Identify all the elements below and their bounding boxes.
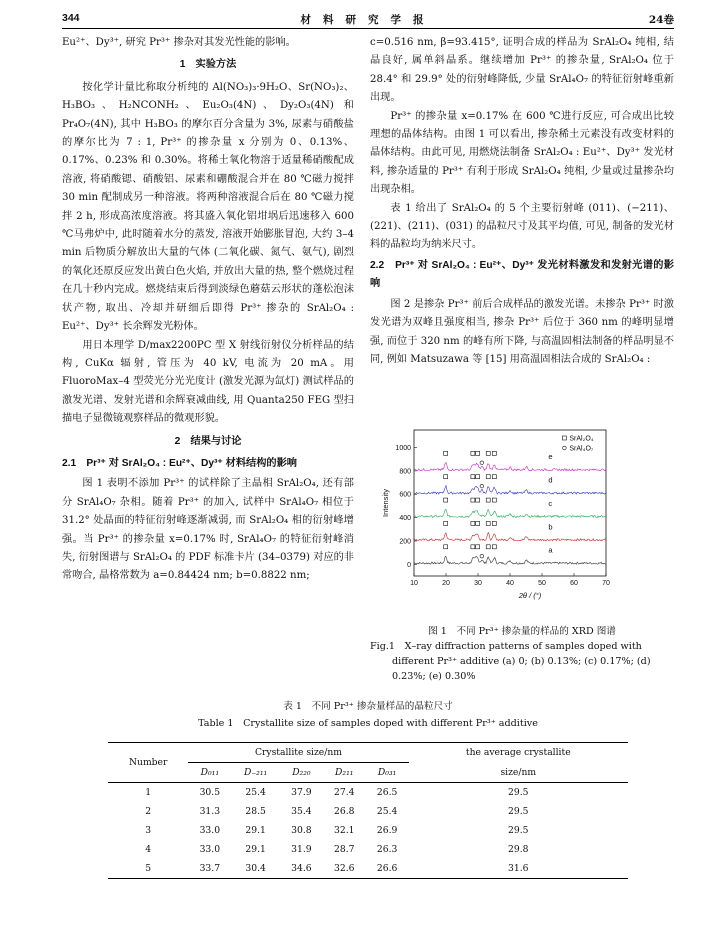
table-cell: 35.4 xyxy=(291,806,312,817)
table-cell: 2 xyxy=(145,806,152,817)
table-cell: 29.5 xyxy=(508,806,529,817)
legend-circle-icon xyxy=(563,446,567,450)
table-cell: 33.7 xyxy=(188,859,231,879)
sral2o4-marker xyxy=(486,451,490,455)
sral2o4-marker xyxy=(471,475,475,479)
x-tick-label: 60 xyxy=(570,580,578,587)
sral2o4-marker xyxy=(471,521,475,525)
xrd-chart xyxy=(370,426,674,622)
sral2o4-marker xyxy=(444,545,448,549)
table-cell: 33.0 xyxy=(199,844,221,855)
figure-caption xyxy=(370,624,674,684)
right-p0: c=0.516 nm, β=93.415°, 证明合成的样品为 SrAl₂O₄ 纯相, 结晶良好, 属单斜晶系。继续增加 Pr³⁺ 的掺杂量, SrAl₂O₄ 位于 28.4° 和 29.9° 处的衍射峰降低, 少量 SrAl₄O₇ 的特征衍射峰重新出现。 xyxy=(370,37,674,104)
table-cell: 29.1 xyxy=(245,844,266,855)
subsection-2-2-heading: 2.2 Pr³⁺ 对 SrAl₂O₄ : Eu²⁺、Dy³⁺ 发光材料激发和发射光谱的影响 xyxy=(370,259,674,290)
sral2o4-marker xyxy=(444,451,448,455)
table-row xyxy=(108,821,628,840)
table-row xyxy=(108,802,628,821)
table-cell: 26.5 xyxy=(376,787,398,798)
table-cell: 30.4 xyxy=(231,859,280,879)
left-p2: 用日本理学 D/max2200PC 型 X 射线衍射仪分析样品的结构, CuKα 辐射, 管压为 40 kV, 电流为 20 mA。用 FluoroMax–4 型荧光分光光度计 (激发光源为氙灯) 测试样品的激发光谱、发射光谱和余辉衰减曲线, 用 Quanta250 FEG 型扫描电子显微镜观察样品的微观形貌。 xyxy=(62,339,354,425)
table-cell: 30.5 xyxy=(199,787,221,798)
sral2o4-marker xyxy=(492,521,496,525)
th-avg-1: the average crystallite xyxy=(409,743,628,763)
sral2o4-marker xyxy=(492,475,496,479)
page-number: 344 xyxy=(62,12,80,24)
table-caption-cn: 表 1 不同 Pr³⁺ 掺杂量样品的晶粒尺寸 xyxy=(283,701,453,712)
sral2o4-marker xyxy=(476,545,480,549)
table-cell: 29.5 xyxy=(508,825,529,836)
sral2o4-marker xyxy=(476,521,480,525)
series-c-label: c xyxy=(548,498,553,508)
sral4o7-marker xyxy=(480,484,484,488)
table-cell: 26.3 xyxy=(376,844,398,855)
th-col-0: D₀₁₁ xyxy=(188,763,231,783)
figure-caption-en: Fig.1 X–ray diffraction patterns of samples doped with different Pr³⁺ additive (a) 0; (b) 0.13%; (c) 0.17%; (d) 0.23%; (e) 0.30% xyxy=(370,641,651,682)
y-tick-label: 400 xyxy=(399,515,411,523)
table-cell: 29.8 xyxy=(508,844,529,855)
th-col-4: D₀₃₁ xyxy=(366,763,409,783)
right-p3: 图 2 是掺杂 Pr³⁺ 前后合成样品的激发光谱。未掺杂 Pr³⁺ 时激发光谱为双峰且强度相当, 掺杂 Pr³⁺ 后位于 360 nm 的峰明显增强, 而位于 320 nm 的峰有所下降, 与高温固相法制备的样品明显不同, 例如 Matsuzawa 等 [15] 用高温固相法合成的 SrAl₂O₄ : xyxy=(370,298,674,365)
x-tick-label: 30 xyxy=(474,580,482,587)
x-axis-label: 2θ / (°) xyxy=(518,591,542,600)
sral2o4-marker xyxy=(492,545,496,549)
table-cell: 29.5 xyxy=(508,787,529,798)
y-tick-label: 0 xyxy=(407,561,411,569)
legend-label-1: SrAl₄O₇ xyxy=(569,445,594,453)
sral2o4-marker xyxy=(476,451,480,455)
sral2o4-marker xyxy=(492,451,496,455)
th-col-1: D₋₂₁₁ xyxy=(231,763,280,783)
table-cell: 26.9 xyxy=(376,825,398,836)
series-a-label: a xyxy=(548,545,553,555)
table-cell: 4 xyxy=(145,844,152,855)
table-cell: 31.9 xyxy=(291,844,312,855)
table-caption-en: Table 1 Crystallite size of samples doped with different Pr³⁺ additive xyxy=(198,718,538,729)
th-col-2: D₂₂₀ xyxy=(280,763,323,783)
sral2o4-marker xyxy=(444,498,448,502)
sral2o4-marker xyxy=(486,498,490,502)
th-number: Number xyxy=(108,743,188,783)
table-cell: 37.9 xyxy=(291,787,312,798)
table-cell: 31.6 xyxy=(409,859,628,879)
subsection-2-1-heading: 2.1 Pr³⁺ 对 SrAl₂O₄ : Eu²⁺、Dy³⁺ 材料结构的影响 xyxy=(62,457,297,469)
sral2o4-marker xyxy=(486,545,490,549)
series-b-line xyxy=(414,533,606,541)
table-cell: 33.0 xyxy=(199,825,221,836)
left-p3: 图 1 表明不添加 Pr³⁺ 的试样除了主晶相 SrAl₂O₄, 还有部分 SrAl₄O₇ 杂相。随着 Pr³⁺ 的加入, 试样中 SrAl₄O₇ 相位于 31.2° 处晶面的特征衍射峰逐渐减弱, 而 SrAl₂O₄ 相的衍射峰增强。当 Pr³⁺ 的掺杂量 x=0.17% 时, SrAl₄O₇ 的特征衍射峰消失, 衍射图谱与 SrAl₂O₄ 的 PDF 标准卡片 (34–0379) 对应的非常吻合, 晶格常数为 a=0.84424 nm; b=0.8822 nm; xyxy=(62,478,354,582)
series-e-label: e xyxy=(548,452,553,462)
legend-square-icon xyxy=(562,436,566,440)
x-tick-label: 70 xyxy=(602,580,610,587)
table-row xyxy=(108,859,628,879)
x-tick-label: 50 xyxy=(538,580,546,587)
table-cell: 28.7 xyxy=(334,844,355,855)
table-cell: 31.3 xyxy=(199,806,221,817)
right-p1: Pr³⁺ 的掺杂量 x=0.17% 在 600 ℃进行反应, 可合成出比较理想的晶体结构。由图 1 可以看出, 掺杂稀土元素没有改变材料的晶体结构。由此可见, 用燃烧法制备 SrAl₂O₄ : Eu²⁺、Dy³⁺ 发光材料, 掺杂适量的 Pr³⁺ 有利于形成 SrAl₂O₄ 纯相, 少量或过量掺杂均出现杂相。 xyxy=(370,110,674,196)
plot-area xyxy=(381,430,610,600)
y-tick-label: 600 xyxy=(399,491,411,499)
y-axis-label: Intensity xyxy=(381,489,390,517)
table-caption xyxy=(62,698,674,732)
table-cell: 32.1 xyxy=(334,825,355,836)
th-col-3: D₂₁₁ xyxy=(323,763,366,783)
journal-name: 材料研究学报 xyxy=(300,14,436,26)
sral2o4-marker xyxy=(476,475,480,479)
table-cell: 34.6 xyxy=(280,859,323,879)
table-cell: 29.1 xyxy=(245,825,266,836)
table-cell: 25.4 xyxy=(376,806,398,817)
figure-caption-cn: 图 1 不同 Pr³⁺ 掺杂量的样品的 XRD 图谱 xyxy=(428,626,616,637)
sral2o4-marker xyxy=(476,498,480,502)
right-p2: 表 1 给出了 SrAl₂O₄ 的 5 个主要衍射峰 (011)、(−211)、(221)、(211)、(031) 的晶粒尺寸及其平均值, 可见, 制备的发光材料的晶粒均为纳米尺寸。 xyxy=(370,202,674,251)
xrd-figure xyxy=(370,426,674,646)
table-cell: 27.4 xyxy=(334,787,355,798)
sral2o4-marker xyxy=(471,498,475,502)
volume: 24卷 xyxy=(648,14,674,26)
y-tick-label: 800 xyxy=(399,468,411,476)
left-p0: Eu²⁺、Dy³⁺, 研究 Pr³⁺ 掺杂对其发光性能的影响。 xyxy=(62,37,296,48)
x-tick-label: 40 xyxy=(506,580,514,587)
table-cell: 30.8 xyxy=(291,825,312,836)
left-p1: 按化学计量比称取分析纯的 Al(NO₃)₃·9H₂O、Sr(NO₃)₂、H₃BO₃、H₂NCONH₂、Eu₂O₃(4N)、Dy₂O₃(4N) 和 Pr₄O₇(4N), 其中 H₃BO₃ 的摩尔百分含量为 3%, 尿素与硝酸盐的摩尔比为 7 : 1, Pr³⁺ 的掺杂量 x 分别为 0、0.13%、0.17%、0.23% 和 0.30%。将稀土氧化物溶于适量稀硝酸配成溶液, 将硝酸锶、硝酸铝、尿素和硼酸混合并在 80 ℃磁力搅拌 30 min 配制成另一种溶液。将两种溶液混合后在 80 ℃磁力搅拌 2 h, 形成高浓度溶液。将其盛入氧化铝坩埚后迅速移入 600 ℃马弗炉中, 此时随着水分的蒸发, 溶液开始膨胀冒泡, 大约 3–4 min 后物质分解放出大量的气体 (二氧化碳、氮气、氨气), 剧烈的氧化还原反应发出黄白色火焰, 并放出大量的热, 整个燃烧过程在几十秒内完成。燃烧结束后得到淡绿色蘑菇云形状的蓬松泡沫状产物, 取出、冷却并研细后即得 Pr³⁺ 掺杂的 SrAl₂O₄ : Eu²⁺、Dy³⁺ 长余辉发光粉体。 xyxy=(62,81,354,333)
table-row xyxy=(108,783,628,803)
th-crystallite-size: Crystallite size/nm xyxy=(188,743,408,763)
y-tick-label: 200 xyxy=(399,538,411,546)
table-cell: 1 xyxy=(145,787,152,798)
series-b-label: b xyxy=(548,522,553,532)
sral2o4-marker xyxy=(486,521,490,525)
left-column xyxy=(62,34,354,586)
sral4o7-marker xyxy=(480,461,484,465)
crystallite-table xyxy=(108,742,628,879)
series-a-line xyxy=(414,556,606,564)
x-tick-label: 20 xyxy=(442,580,450,587)
th-avg-2: size/nm xyxy=(409,763,628,783)
running-header xyxy=(62,12,674,29)
table-cell: 26.8 xyxy=(334,806,355,817)
right-column xyxy=(370,34,674,369)
sral2o4-marker xyxy=(444,475,448,479)
table-cell: 28.5 xyxy=(245,806,266,817)
table-cell: 26.6 xyxy=(366,859,409,879)
series-d-label: d xyxy=(548,475,553,485)
legend-label-0: SrAl₂O₄ xyxy=(569,435,594,443)
section-2-heading: 2 结果与讨论 xyxy=(174,435,242,447)
sral2o4-marker xyxy=(492,498,496,502)
sral2o4-marker xyxy=(486,475,490,479)
series-c-line xyxy=(414,509,606,517)
sral2o4-marker xyxy=(471,545,475,549)
series-d-line xyxy=(414,486,606,495)
y-tick-label: 1000 xyxy=(395,445,411,453)
table-cell: 3 xyxy=(145,825,152,836)
table-cell: 25.4 xyxy=(245,787,266,798)
sral4o7-marker xyxy=(480,554,484,558)
table-row xyxy=(108,840,628,859)
table-cell: 5 xyxy=(108,859,188,879)
x-tick-label: 10 xyxy=(410,580,418,587)
sral2o4-marker xyxy=(471,451,475,455)
section-1-heading: 1 实验方法 xyxy=(179,59,237,71)
table-cell: 32.6 xyxy=(323,859,366,879)
series-e-line xyxy=(414,463,606,471)
sral2o4-marker xyxy=(444,521,448,525)
